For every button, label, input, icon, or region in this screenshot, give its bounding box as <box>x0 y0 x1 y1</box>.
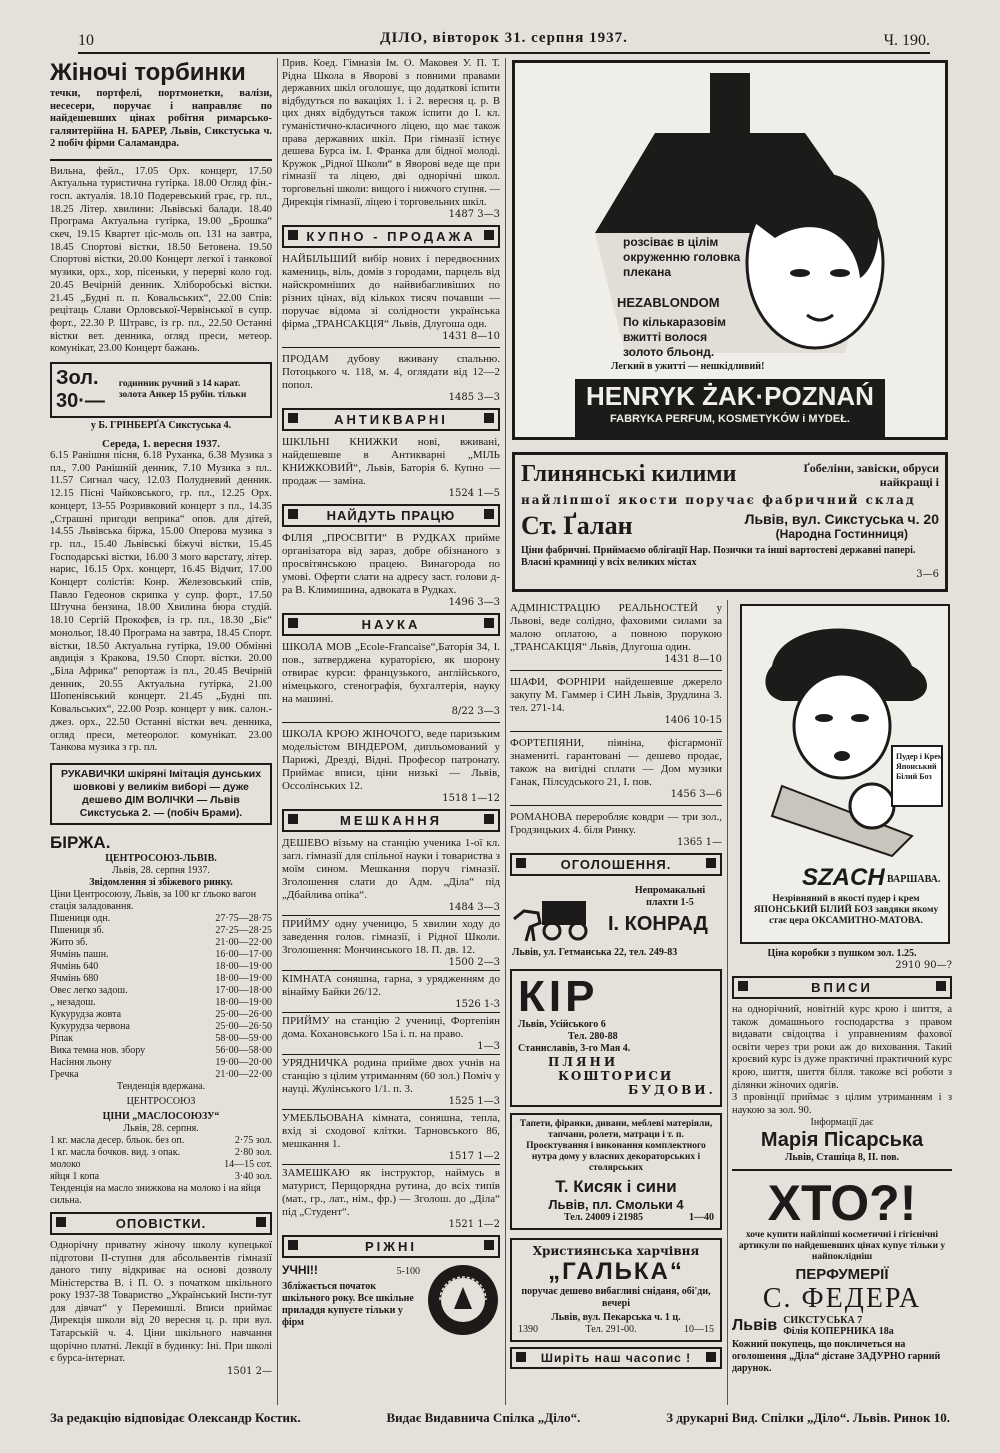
commodity-name: Пшениця одн. <box>50 912 111 924</box>
commodity-price: 18·00—19·00 <box>215 960 272 972</box>
kylym-hotel: (Народна Гостинниця) <box>775 527 908 541</box>
divider <box>282 1054 500 1055</box>
divider <box>282 347 500 348</box>
gymnasium-notice: Прив. Коед. Гімназія Ім. О. Маковея У. П. Т. Рідна Школа в Яворові з повними правами державних шкіл оголошує, що додаткові іспити відбудуться по вакаціях 1. і 2. вересня ц. р. В цих днях відбудуться також іспити до І. кл. гуманістично-класичного ліцею, що має також права державних шкіл. При гімназії істнує дешева Бурса ім. І. Франка для бідної молоді. Кружок „Рідної Школи“ в Яворові веде ще при гімназії та ліцею, дві однорічні школ. торговельні школи: вищого і нижчого ступня. — Дирекція гімназії, ліцею і торговельних шкіл. <box>282 58 500 208</box>
watch-text: годинник ручний з 14 карат. золота Анкер 15 рубін. тільки <box>118 379 247 401</box>
lamp-cosmetics-ad <box>512 60 948 440</box>
price-row <box>50 1009 272 1021</box>
mesh-1-ref: 1484 3—3 <box>448 902 500 914</box>
pysarska-name: Марія Пісарська <box>760 1129 924 1152</box>
commodity-name: „ незадош. <box>50 996 96 1008</box>
vpysy-text: на однорічний, новітній курс крою і шиття, а також домашнього господарства з правом видавати свідоцтва і управнениям фахової освіти через три роки аж до виховання. Такий кроєвий курс із дуже практичні практичний курс крою, шиття, шиття білля. такоже всі роботи з ділянки жіночих одягів. <box>732 1004 952 1091</box>
federa-name: С. ФЕДЕРА <box>762 1283 922 1315</box>
prodam-text: ПРОДАМ дубову вживану спальню. Потоцького ч. 118, м. 4, оглядати від 12—2 попол. <box>282 353 500 392</box>
kir-build: БУДОВИ. <box>628 1083 716 1097</box>
commodity-price: 56·00—58·00 <box>215 1044 272 1056</box>
pratsia-ref: 1496 3—3 <box>448 597 500 609</box>
commodity-price: 2·75 зол. <box>234 1134 272 1146</box>
divider <box>282 970 500 971</box>
opovistky-text: Однорічну приватну жіночу школу купецької підготови II-ступня для абсольвентів гімназії даного типу відкриває на основі дозволу Міністерства В. і П. О. з початком шкільного року 1937-38 Товариство „Український Інсти-тут для дівчат“ у Перемишлі. Вписи приймає Дирекція школи від 20 вересня ц. р. при вул. Татарській ч. 4. Ціни шкільного навчання щорічно платні. Лекції в будинку: Іні. При школі є бурса-інтернат. <box>50 1239 272 1365</box>
birzha-subtitle: Звідомлення зі збіжевого ринку. <box>89 876 233 888</box>
commodity-name: 1 кг. масла бочков. вид. з опак. <box>50 1146 181 1158</box>
commodity-name: Жито зб. <box>50 936 88 948</box>
tendency: Тенденція вдержана. <box>116 1080 206 1092</box>
geisha-illustration <box>742 606 948 866</box>
radio-program-1: Вильна, фейл., 17.05 Орх. концерт, 17.50 Актуальна туристична гутірка. 18.00 Огляд фін.-госп. актуалія. 18.10 Подерeвський грає, гр. пл., 18.25 Літер. хвилини: Львівські балади. 18.40 Програма Актуальна гутірка, 19.00 „Брошка“ скеч, 19.15 Квартет ціс-моль оп. 131 на завтра, 18.45 Спортові вістки, 18.50 Бетовена. 19.50 Спортові вістки, 20.00 Концерт легкої і танкової музики, орх., хор, пісеньки, у перерві коло год. 20.45 Вечірній денник. Хліборобські вістки. 21.45 „Будні п. п. Ковальських“, 22.00 Спів: рецітаць Слави Орловської-Червінської в супр. форт., 22.30 Р. Штравс, із гр. пл., 22.50 Останні вістки вет. денника, огляд преси, метеор. комунікат, 23.00 Концерт бажань. <box>50 165 272 355</box>
commodity-price: 21·00—22·00 <box>215 1068 272 1080</box>
fortep-text: ФОРТЕПІЯНИ, піяніна, фісгармонії знаменитi. гарантовані — дешево продає, також на вигідні сплати — Дом музики Ганак, Пілсудського 21, І. пов. <box>510 737 722 788</box>
divider <box>732 1169 952 1171</box>
commodity-price: 27·75—28·75 <box>215 912 272 924</box>
column-4 <box>732 604 952 1375</box>
commodity-price: 14—15 сот. <box>224 1158 272 1170</box>
kylym-right: Ґобеліни, завіски, обруси найкращі і <box>803 461 939 489</box>
halka-name: „ГАЛЬКА“ <box>548 1258 684 1285</box>
section-nauka: НАУКА <box>282 613 500 636</box>
section-kupno: КУПНО - ПРОДАЖА <box>282 225 500 248</box>
price-row <box>50 1033 272 1045</box>
watch-seller: у Б. ГРІНБЕРҐА Сикстуська 4. <box>90 420 232 432</box>
divider <box>50 159 272 161</box>
commodity-name: Гречка <box>50 1068 79 1080</box>
commodity-name: 1 кг. масла десер. бльок. без оп. <box>50 1134 185 1146</box>
divider <box>282 722 500 723</box>
price-row <box>50 973 272 985</box>
kir-name: КІР <box>518 972 599 1021</box>
birzha-title: БІРЖА. <box>50 832 111 852</box>
section-pratsia: НАЙДУТЬ ПРАЦЮ <box>282 504 500 527</box>
powder-ad <box>740 604 950 944</box>
commodity-price: 18·00—19·00 <box>215 972 272 984</box>
hto-text: хоче купити найліпші косметичні і гігієнічні артикули по найдешевших цінах купує тільки у найпоклідніш <box>738 1230 946 1263</box>
lamp-text-1: розсіває в цілім окруженню головка плекана <box>623 235 741 279</box>
page-number: 10 <box>78 32 94 49</box>
kir-addr-1: Львів, Усійського 6 <box>518 1019 606 1030</box>
kir-estimates: КОШТОРИСИ <box>558 1069 674 1083</box>
commodity-name: Ячмінь 680 <box>50 972 99 984</box>
radio-date: Середа, 1. вересня 1937. <box>101 438 220 451</box>
nauka-1-text: ШКОЛА МОВ „Ecole-Francaise“,Баторія 34, І. пов., затверджена кураторією, як шорону отвирає курси: французького, англійського, німецького, стенографія, бухгалтерія, науку на машині. <box>282 641 500 706</box>
grain-price-table <box>50 913 272 1081</box>
kir-plans: ПЛЯНИ <box>548 1055 619 1069</box>
commodity-price: 16·00—17·00 <box>215 948 272 960</box>
maslo-note: Тенденція на масло знижкова на молоко і на яйця сильна. <box>50 1182 261 1206</box>
commodity-name: Овес легко задош. <box>50 984 128 996</box>
halka-tel: Тел. 291-00. <box>585 1324 637 1335</box>
uchni-text: Збліжається початок шкільного року. Все шкільне приладдя купуєте тільки у фірм <box>282 1281 414 1329</box>
mesh-6-ref: 1517 1—2 <box>448 1151 500 1163</box>
mesh-4-ref: 1—3 <box>477 1041 500 1053</box>
column-divider <box>727 600 728 1405</box>
column-3 <box>510 602 722 1374</box>
birzha-org: ЦЕНТРОСОЮЗ-ЛЬВІВ. <box>105 852 217 864</box>
divider <box>282 1012 500 1013</box>
spread-banner: Ширіть наш часопис ! <box>510 1347 722 1369</box>
kylym-note: Ціни фабричні. Приймаємо облігації Нар. Позички та інші вартостеві державні папері. Власні крамниці у всіх великих містах <box>521 545 916 568</box>
commodity-name: яйця 1 копа <box>50 1170 100 1182</box>
mesh-3-ref: 1526 1-3 <box>455 999 500 1011</box>
divider <box>282 1164 500 1165</box>
kysyak-text: Тапети, фіранки, дивани, меблеві матеріяли, тапчани, ролети, матраци і т. п. Проєктування і виконання комплектного нутра дому у власних декораторських і столярських <box>519 1119 713 1173</box>
footer-printer: З друкарні Вид. Спілки „Діло“. Львів. Ринок 10. <box>666 1410 950 1425</box>
lamp-text-2: По кількаразовім вжитті волося золото бльонд. <box>623 315 727 359</box>
column-divider <box>505 58 506 1405</box>
centrosoyuz-label: ЦЕНТРОСОЮЗ <box>126 1095 196 1107</box>
halka-left: 1390 <box>518 1324 538 1335</box>
masthead: ДІЛО, вівторок 31. серпня 1937. <box>380 30 628 46</box>
commodity-price: 2·80 зол. <box>234 1146 272 1158</box>
halka-text: поручає дешево вибагливі сніданя, обі'ди, вечері <box>521 1286 711 1309</box>
commodity-name: Пшениця зб. <box>50 924 105 936</box>
nauka-2-text: ШКОЛА КРОЮ ЖІНОЧОГО, веде паризьким модельістом ВІНДЕРОМ, дипльомований у Парижі, Дрезді, Відні. Професор патронату. Приймає вписи, ціни низькі — Львів, Оссолінських 12. <box>282 728 500 793</box>
price-row <box>50 997 272 1009</box>
mesh-5: УРЯДНИЧКА родина прийме двох учнів на станцію з цілим утриманням (60 зол.) Поміч у науці. Жулінського 1/1. п. 3. <box>282 1057 500 1096</box>
price-row <box>50 1171 272 1183</box>
footer-editor: За редакцію відповідає Олександр Костик. <box>50 1410 301 1425</box>
uchni-ad <box>282 1263 500 1337</box>
lamp-tagline: Легкий в ужитті — нешкідливий! <box>611 361 765 372</box>
vpysy-info: Інформації дає <box>810 1117 874 1129</box>
maslo-date: Львів, 28. серпня. <box>123 1122 199 1134</box>
kysyak-name: Т. Кисяк і сини <box>555 1177 677 1196</box>
lviv-label: Львів <box>732 1317 778 1335</box>
mesh-1: ДЕШЕВО візьму на станцію ученика 1-ої кл. загл. гімназії для спільної науки і товариства з моїм сином. Мешкання поруч гімназії. Зголошення слати до Адм. „Діла“ під „Дбайлива опіка“. <box>282 837 500 902</box>
commodity-name: молоко <box>50 1158 81 1170</box>
commodity-name: Ріпак <box>50 1032 73 1044</box>
nauka-1-ref: 8/22 3—3 <box>451 706 500 718</box>
shafy-ref: 1406 10-15 <box>664 715 722 726</box>
watch-ad <box>50 362 272 418</box>
commodity-price: 18·00—19·00 <box>215 996 272 1008</box>
opovistky-ref: 1501 2— <box>227 1365 272 1377</box>
konrad-ad <box>510 881 722 963</box>
price-row <box>50 961 272 973</box>
hto-title: ХТО?! <box>767 1175 917 1232</box>
warsaw-label: ВАРШАВА. <box>887 874 941 885</box>
column-1 <box>50 58 272 1377</box>
federa-note: Кожний покупець, що покличеться на оголошення „Діла“ дістане ЗАДУРНО гарний дарунок. <box>732 1339 941 1375</box>
antyk-text: ШКІЛЬНІ КНИЖКИ нові, вживані, найдешевше в Антикварні „МІЛЬ КНИЖКОВИЙ“, Львів, Баторія 6. Купно — продаж — заміна. <box>282 436 500 488</box>
kysyak-tel: Тел. 24009 і 21985 <box>563 1212 644 1223</box>
roman-text: РОМАНОВА переробляє ковдри — три зол., Гродзицьких 4. біля Ринку. <box>510 811 722 836</box>
fortep-ref: 1456 3—6 <box>670 789 722 800</box>
price-row <box>50 1159 272 1171</box>
pysarska-addr: Львів, Сташіца 8, ІІ. пов. <box>784 1152 900 1164</box>
watch-price: Зол. 30·— <box>56 367 105 413</box>
divider <box>282 1109 500 1110</box>
footer-publisher: Видає Видавнича Спілка „Діло“. <box>386 1410 581 1425</box>
commodity-price: 21·00—22·00 <box>215 936 272 948</box>
kylym-title: Глинянські килими <box>521 461 737 487</box>
cart-horse-icon <box>512 889 592 949</box>
divider <box>282 915 500 916</box>
halka-ad <box>510 1238 722 1342</box>
price-row <box>50 985 272 997</box>
birzha-date: Львів, 28. серпня 1937. <box>112 864 210 876</box>
halka-top: Християнська харчівня <box>532 1244 700 1258</box>
maker-name: HENRYK ŻAK·POZNAŃ <box>586 381 874 411</box>
kylym-ref: 3—6 <box>916 569 939 580</box>
vpysy-text-2: З провінції приймає з цілим утриманням і з наукою за зол. 90. <box>732 1092 952 1116</box>
commodity-price: 25·00—26·00 <box>215 1008 272 1020</box>
adm-text: АДМІНІСТРАЦІЮ РЕАЛЬНОСТЕЙ у Львові, веде солідно, фаховими силами за малою оплатою, а повною порукою „ТРАНСАКЦІЯ“ Львів, Длугоша один. <box>510 602 722 653</box>
prodam-ref: 1485 3—3 <box>448 392 500 404</box>
commodity-name: Кукурудза жовта <box>50 1008 122 1020</box>
price-row <box>50 937 272 949</box>
commodity-name: Насіння льону <box>50 1056 112 1068</box>
halka-ref: 10—15 <box>684 1324 714 1335</box>
opovistky-header: ОПОВІСТКИ. <box>50 1212 272 1235</box>
ogol-header: ОГОЛОШЕННЯ. <box>510 853 722 876</box>
adm-ref: 1431 8—10 <box>664 654 722 665</box>
mesh-2-ref: 1500 2—3 <box>448 957 500 969</box>
commodity-name: Ячмінь 640 <box>50 960 99 972</box>
maker-banner <box>575 379 885 439</box>
uchni-title: УЧНІ!! <box>282 1263 318 1278</box>
kylym-sub: найліпшої якости поручає фабричний склад <box>521 493 916 507</box>
kysyak-addr: Львів, пл. Смольки 4 <box>548 1197 684 1212</box>
price-row <box>50 1147 272 1159</box>
birzha-intro: Ціни Центросоюзу, Львів, за 100 кг ґльоко вагон стація заладовання. <box>50 888 257 912</box>
mesh-7: ЗАМЕШКАЮ як інструктор, наймусь в матурист, Перщорядна рутина, до всіх типів (мат., гр., лат., нім., фр.) — Зголош. до „Діла“ під „Студент“. <box>282 1167 500 1219</box>
konrad-addr: Львів, ул. Гетманська 22, тел. 249-83 <box>512 947 678 958</box>
commodity-price: 3·40 зол. <box>234 1170 272 1182</box>
commodity-name: Ячмінь пашн. <box>50 948 109 960</box>
price-row <box>50 1057 272 1069</box>
kysyak-ad <box>510 1113 722 1230</box>
section-rizhni: РІЖНІ <box>282 1235 500 1258</box>
lamp-slogan: Проміння соняшне <box>623 193 779 213</box>
vpysy-header: ВПИСИ <box>732 976 952 999</box>
price-row <box>50 1069 272 1081</box>
kylym-ad <box>512 452 948 592</box>
kir-addr-2: Станиславів, 3-го Мая 4. <box>518 1043 631 1054</box>
kir-ad <box>510 969 722 1107</box>
lamp-brand: HEZABLONDOM <box>617 295 720 310</box>
gymnasium-ref: 1487 3—3 <box>448 209 500 221</box>
commodity-name: Кукурудза червона <box>50 1020 130 1032</box>
bags-title: Жіночі торбинки <box>50 59 246 86</box>
kylym-name: Ст. Ґалан <box>521 511 633 540</box>
butter-price-table <box>50 1135 272 1183</box>
commodity-price: 19·00—20·00 <box>215 1056 272 1068</box>
federa-addr-1: СИКСТУСЬКА 7 <box>783 1315 863 1327</box>
column-divider <box>277 58 278 1405</box>
price-row <box>50 1135 272 1147</box>
divider <box>510 731 722 732</box>
commodity-price: 17·00—18·00 <box>215 984 272 996</box>
powder-text: Незрівняний в якості пудер і крем ЯПОНСЬКИЙ БІЛИЙ БОЗ завдяки якому стає цера ОКСАМИТНО-МАТОВА. <box>753 894 939 926</box>
maker-sub: FABRYKA PERFUM, KOSMETYKÓW i MYDEŁ. <box>610 413 850 425</box>
commodity-name: Вика темна нов. збору <box>50 1044 146 1056</box>
price-row <box>50 913 272 925</box>
uchni-ref: 5-100 <box>396 1266 420 1278</box>
divider <box>510 670 722 671</box>
halka-addr: Львів, вул. Пекарська ч. 1 ц. <box>551 1312 681 1323</box>
mesh-3: КІМНАТА соняшна, гарна, з урядженням до вінаймy Байки 26/12. <box>282 973 500 999</box>
issue-number: Ч. 190. <box>883 32 930 49</box>
kupno-text: НАЙБІЛЬШИЙ вибір нових і передвоєнних камениць, віль, домів з городами, парцель від найскромніших до найвибагливіших по різних цінах, від кількох тисяч почавши — поручає відома зі солідности українська фірма „ТРАНСАКЦІЯ“ Львів, Длугоша одн. <box>282 253 500 331</box>
section-antyk: АНТИКВАРНІ <box>282 408 500 431</box>
mesh-4: ПРИЙМУ на станцію 2 учениці, Фортепіян дома. Кохановського 15а і. п. на право. <box>282 1015 500 1041</box>
mesh-5-ref: 1525 1—3 <box>448 1096 500 1108</box>
pratsia-text: ФІЛІЯ „ПРОСВІТИ“ В РУДКАХ приймe організатора від зараз, добре обізнаного з просвітянською працею. Винагорода по умові. Оферти слати на адресу заст. голови д-ра В. Климишина, адвоката в Рудках. <box>282 532 500 597</box>
price-row <box>50 925 272 937</box>
kir-tel: Тел. 280-88 <box>568 1031 618 1042</box>
powder-ref: 2910 90—? <box>895 960 952 971</box>
divider <box>510 805 722 806</box>
konrad-name: І. КОНРАД <box>608 913 708 935</box>
mesh-2: ПРИЙМУ одну ученицю, 5 хвилин ходу до заведення голов. гімназії, і Рідної Школи. Зголошення: Мончинського 18. П. дв. 12. <box>282 918 500 957</box>
kupno-ref: 1431 8—10 <box>442 331 500 343</box>
bags-ad-text: течки, портфелі, портмонетки, валізи, несесери, поручає і направляє по найдешевших цінах робітня римарсько-галянтерійна Н. БАРЕР, Львів, Сикстуська ч. 2 побіч фірми Саламандра. <box>50 88 272 149</box>
antyk-ref: 1524 1—5 <box>448 488 500 500</box>
perf-label: ПЕРФУМЕРІЇ <box>795 1266 889 1284</box>
konrad-small: Непромакальні плахти 1-5 <box>634 885 706 908</box>
commodity-price: 58·00—59·00 <box>215 1032 272 1044</box>
federa-addr-2: Філія КОПЕРНИКА 18а <box>783 1326 894 1338</box>
price-row <box>50 1021 272 1033</box>
section-mesh: МЕШКАННЯ <box>282 809 500 832</box>
powder-price: Ціна коробки з пушком зол. 1.25. <box>767 948 917 959</box>
price-row <box>50 1045 272 1057</box>
szach-logo: SZACH <box>802 864 885 891</box>
roman-ref: 1365 1— <box>677 837 722 848</box>
mesh-6: УМЕБЛЬОВАНА кімната, соняшна, тепла, вхід зі сходової клітки. Тарновського 86, мешкання 1. <box>282 1112 500 1151</box>
page-header <box>78 28 930 54</box>
kysyak-ref: 1—40 <box>689 1212 714 1223</box>
commodity-price: 27·25—28·25 <box>215 924 272 936</box>
bazar-stamp-logo <box>426 1263 500 1337</box>
radio-program-2: 6.15 Ранішня пісня, 6.18 Руханка, 6.38 Музика з пл., 7.00 Ранішній денник, 7.10 Музика з пл.. 11.57 Сигнал часу, 12.03 Полудневий денник. 12.15 Пісні Чайковського, гр. пл., 12.25 Орх. концерт, 13-55 Розривковий концерт з пл., 14.35 „Страшні пригоди веприка“ опов. для дітей, 14.55 Львівська біржа, 15.00 Оперова музика з гр. пл., 15.40 Львівські біжучі вістки, 15.45 Господарські вістки, 16.00 З мого варстату, літер. нарис, 16.15 Орх. концерт, 16.45 Відчит, 17.00 Концерт солістів: Конр. Железовський спів, Павло Гедеонов скрипка у супр. форт., 17.50 Штучна бензина, 18.00 Хвилина бюра студій. 18.10 Сергій Прокофєв, із гр. пл., 18.30 „Біє“ монольог, 18.40 Програма на завтра, 18.45 Спорт. вістки, 18.50 Актуальна гутірка, 19.00 Обмінні авдиція з Кракова, 19.50 Спорт. вістки. 20.00 „Біла Африка“ репортаж із пл., 20.45 Вечірній денник, 20.55 Актуальна гутірка, 21.00 Шопенівський концерт. 21.45 „Будні пп. Ковальських“, 22.00 Розр. концерт у вик. салон.-джез. орх., 22.50 Останні вістки веч. денника, огляд преси, метеоролог. комунікат. 23.00 Танкова музика з гр. пл. <box>50 450 272 754</box>
nauka-2-ref: 1518 1—12 <box>442 793 500 805</box>
kylym-address: Львів, вул. Сикстуська ч. 20 <box>744 511 939 527</box>
gloves-ad: РУКАВИЧКИ шкіряні Імітація дунських шовкові у великім виборі — дуже дешево ДІМ ВОЛІЧКИ — Львів Сикстуська 2. — (побіч Брами). <box>50 763 272 825</box>
maslo-title: ЦІНИ „МАСЛОСОЮЗУ“ <box>102 1110 220 1122</box>
commodity-price: 25·00—26·50 <box>215 1020 272 1032</box>
shafy-text: ШАФИ, ФОРНІРИ найдешевше джерело закупу М. Гаммер і СИН Львів, Зрудлина 3. тел. 271-14. <box>510 676 722 714</box>
mesh-7-ref: 1521 1—2 <box>448 1219 500 1231</box>
powder-label: Пудер і Крем Японський Білий Боз <box>896 752 944 781</box>
page-footer <box>50 1410 950 1426</box>
column-2 <box>282 58 500 1337</box>
price-row <box>50 949 272 961</box>
